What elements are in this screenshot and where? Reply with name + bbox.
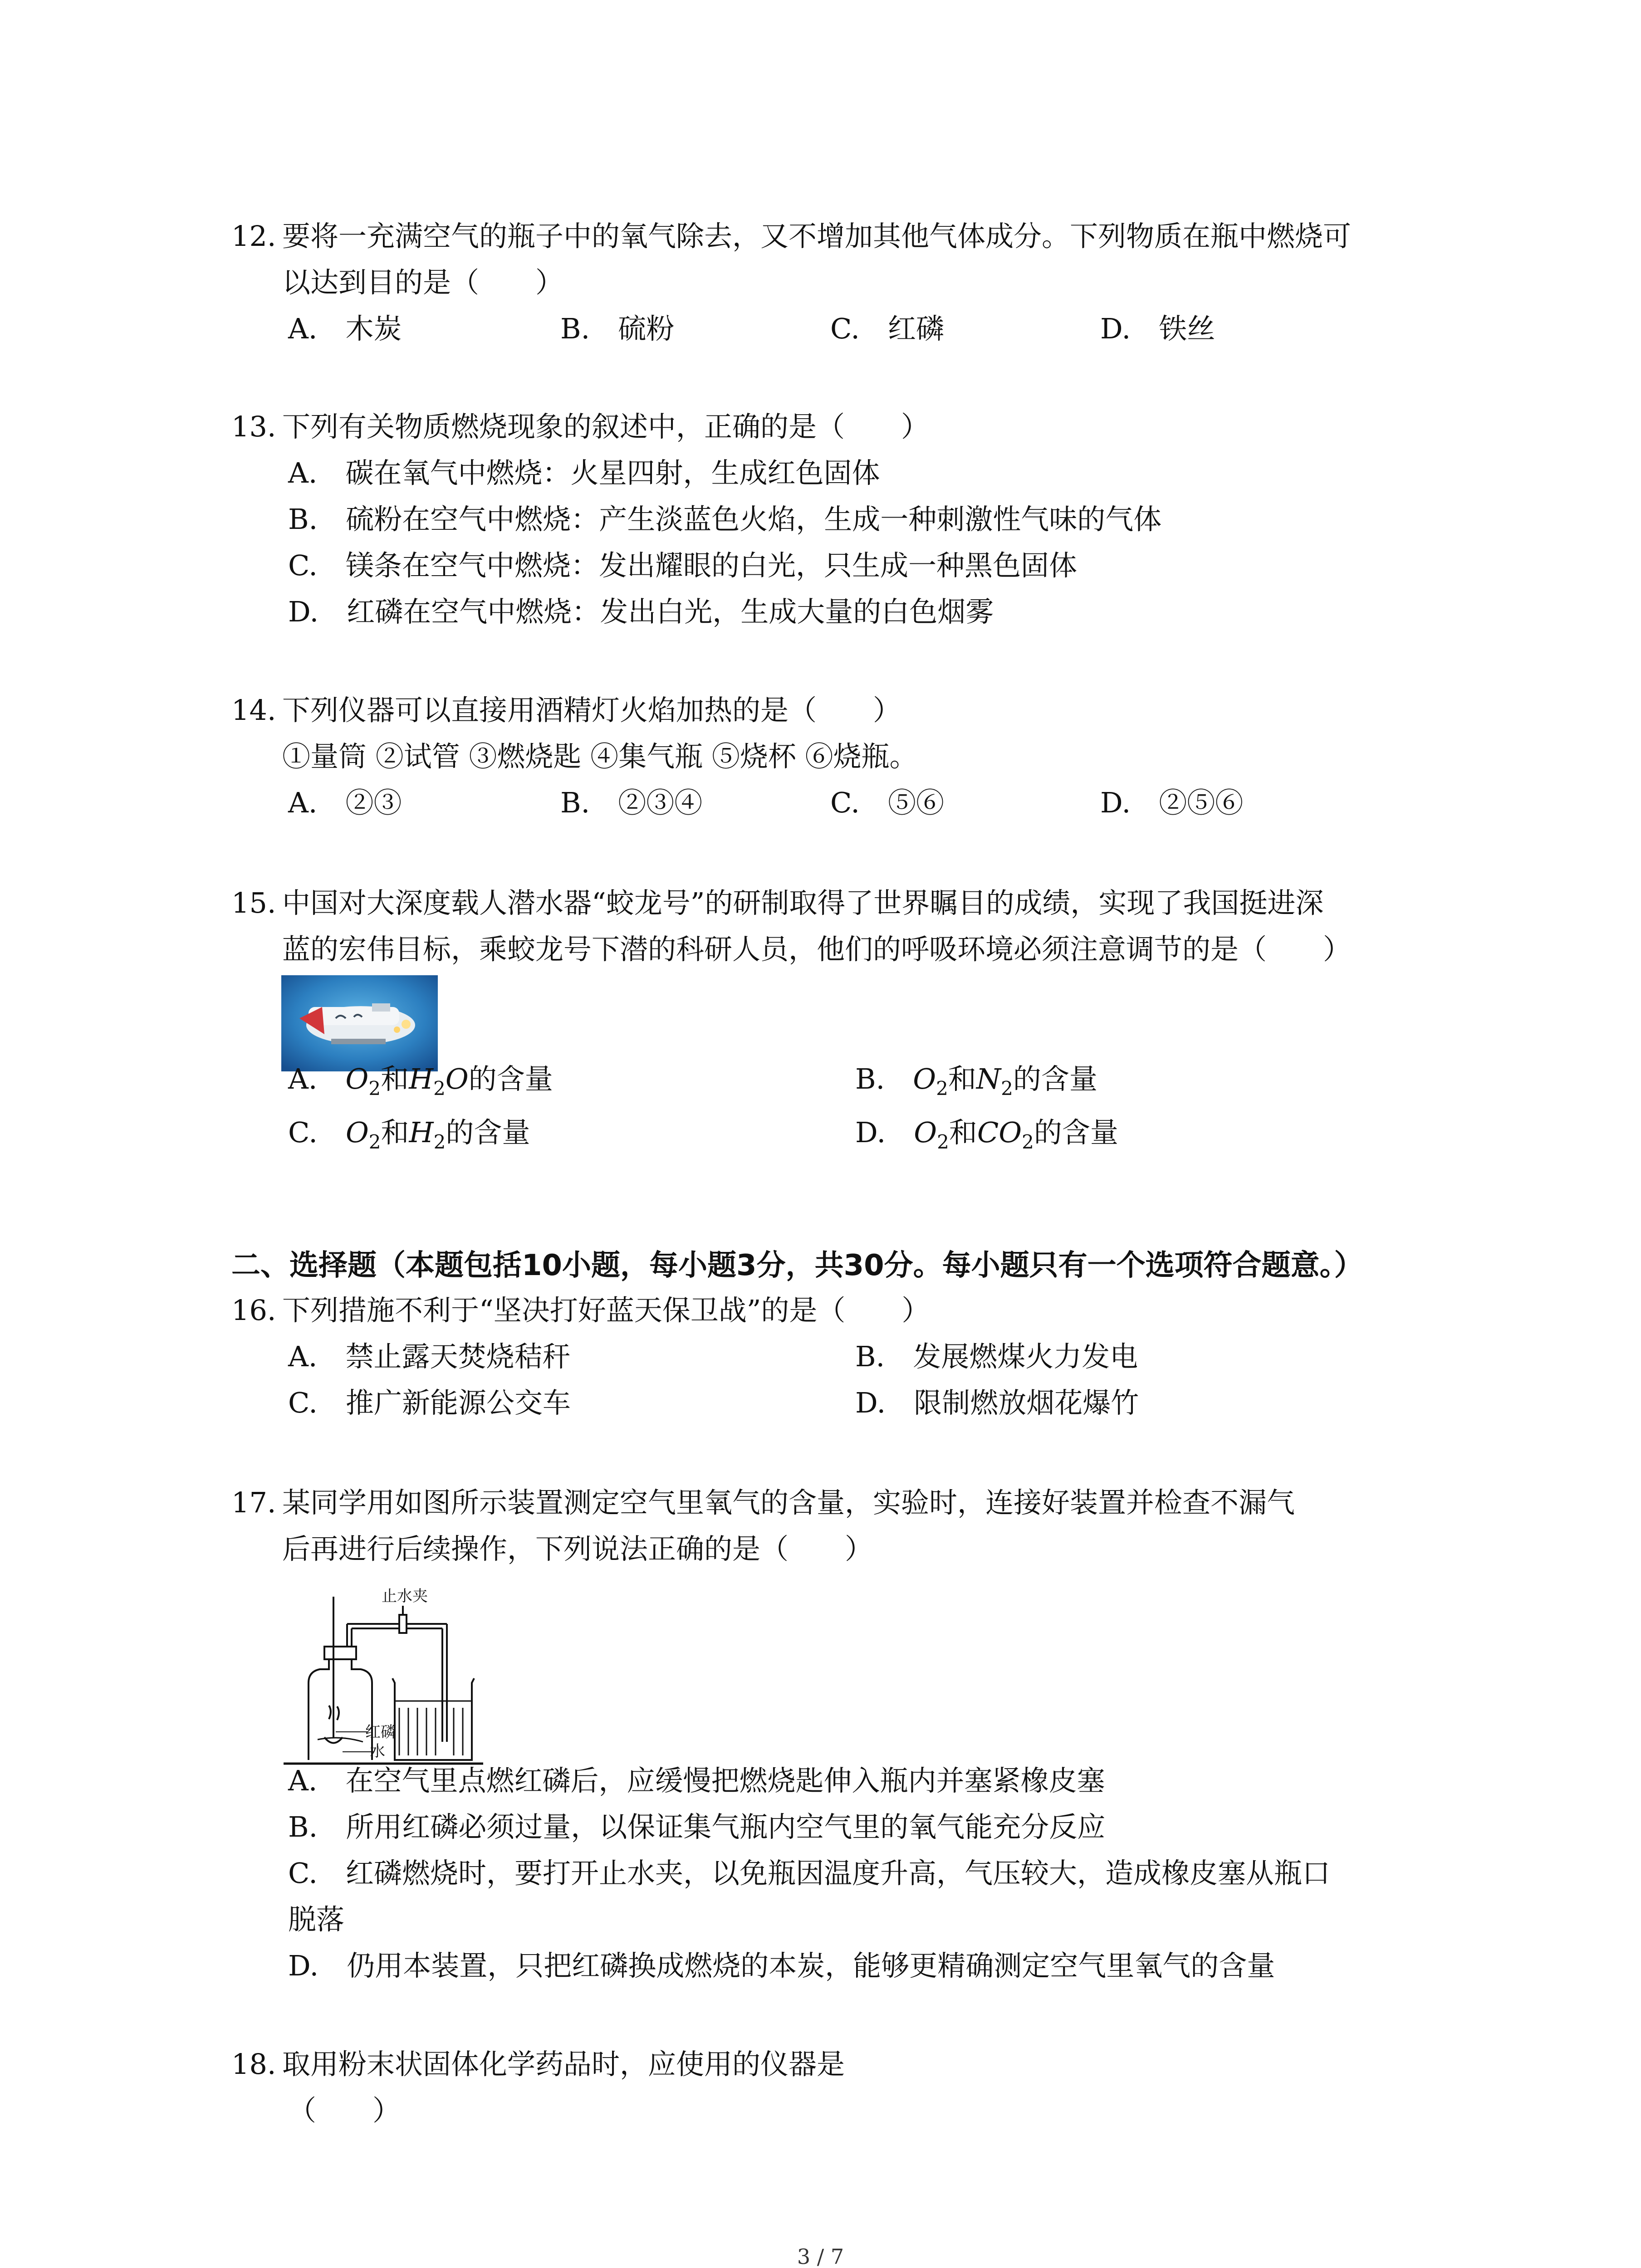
question-stem: 某同学用如图所示装置测定空气里氧气的含量，实验时，连接好装置并检查不漏气 bbox=[282, 1486, 1295, 1519]
question-number: 16. bbox=[231, 1294, 276, 1327]
question-number: 15. bbox=[231, 886, 276, 919]
question-17 bbox=[231, 1480, 1484, 1572]
option-a: A. ②③ bbox=[288, 786, 402, 819]
question-stem: 中国对大深度载人潜水器“蛟龙号”的研制取得了世界瞩目的成绩，实现了我国挺进深 bbox=[282, 886, 1324, 919]
question-stem: 要将一充满空气的瓶子中的氧气除去，又不增加其他气体成分。下列物质在瓶中燃烧可 bbox=[282, 220, 1352, 253]
question-12 bbox=[231, 213, 1484, 352]
question-14 bbox=[231, 687, 1484, 826]
clamp-label: 止水夹 bbox=[382, 1588, 428, 1605]
option-a: A. 在空气里点燃红磷后，应缓慢把燃烧匙伸入瓶内并塞紧橡皮塞 bbox=[288, 1764, 1105, 1797]
option-d: D. ②⑤⑥ bbox=[1100, 786, 1244, 819]
question-18 bbox=[231, 2041, 1484, 2134]
answer-blank: （ ） bbox=[288, 2094, 401, 2127]
question-15-options bbox=[231, 1056, 1484, 1156]
question-number: 17. bbox=[231, 1486, 276, 1519]
question-stem: 下列措施不利于“坚决打好蓝天保卫战”的是（ ） bbox=[282, 1294, 930, 1327]
option-d: D. 铁丝 bbox=[1100, 312, 1215, 345]
option-a: A. $O_2$和$H_2O$的含量 bbox=[288, 1062, 553, 1100]
question-stem: 下列有关物质燃烧现象的叙述中，正确的是（ ） bbox=[282, 410, 930, 443]
instrument-list: ①量筒 ②试管 ③燃烧匙 ④集气瓶 ⑤烧杯 ⑥烧瓶。 bbox=[282, 740, 918, 773]
option-b: B. ②③④ bbox=[560, 786, 703, 819]
section-heading: 二、选择题（本题包括10小题，每小题3分，共30分。每小题只有一个选项符合题意。） bbox=[231, 1249, 1363, 1282]
question-stem: 下列仪器可以直接用酒精灯火焰加热的是（ ） bbox=[282, 694, 901, 727]
question-stem-continued: 以达到目的是（ ） bbox=[282, 266, 564, 299]
option-c: C. 红磷燃烧时，要打开止水夹，以免瓶因温度升高，气压较大，造成橡皮塞从瓶口 bbox=[288, 1857, 1330, 1890]
question-stem-continued: 蓝的宏伟目标，乘蛟龙号下潜的科研人员，他们的呼吸环境必须注意调节的是（ ） bbox=[282, 933, 1352, 966]
question-number: 12. bbox=[231, 220, 276, 253]
option-b: B. 硫粉在空气中燃烧：产生淡蓝色火焰，生成一种刺激性气味的气体 bbox=[288, 503, 1162, 536]
option-d: D. 红磷在空气中燃烧：发出白光，生成大量的白色烟雾 bbox=[288, 595, 994, 628]
option-d: D. 限制燃放烟花爆竹 bbox=[855, 1386, 1139, 1419]
option-b: B. 硫粉 bbox=[560, 312, 675, 345]
option-c: C. 推广新能源公交车 bbox=[288, 1386, 571, 1419]
option-c: C. $O_2$和$H_2$的含量 bbox=[288, 1116, 530, 1153]
option-d: D. 仍用本装置，只把红磷换成燃烧的本炭，能够更精确测定空气里氧气的含量 bbox=[288, 1949, 1275, 1982]
options-row bbox=[231, 780, 1484, 826]
option-b: B. 所用红磷必须过量，以保证集气瓶内空气里的氧气能充分反应 bbox=[288, 1810, 1106, 1843]
question-stem: 取用粉末状固体化学药品时，应使用的仪器是 bbox=[282, 2048, 845, 2081]
option-c: C. ⑤⑥ bbox=[830, 786, 944, 819]
question-15 bbox=[231, 880, 1484, 973]
option-d: D. $O_2$和$CO_2$的含量 bbox=[855, 1116, 1118, 1153]
question-stem-continued: 后再进行后续操作，下列说法正确的是（ ） bbox=[282, 1532, 873, 1565]
option-a: A. 碳在氧气中燃烧：火星四射，生成红色固体 bbox=[288, 456, 880, 489]
page-number: 3 / 7 bbox=[797, 2244, 844, 2268]
option-c: C. 红磷 bbox=[830, 312, 944, 345]
apparatus-diagram bbox=[279, 1588, 488, 1769]
option-a: A. 禁止露天焚烧秸秆 bbox=[288, 1340, 571, 1373]
question-number: 14. bbox=[231, 694, 276, 727]
question-number: 13. bbox=[231, 410, 276, 443]
phosphorus-label: 红磷 bbox=[365, 1723, 396, 1741]
water-label: 水 bbox=[370, 1742, 385, 1760]
options-row bbox=[231, 306, 1484, 352]
option-a: A. 木炭 bbox=[288, 312, 402, 345]
option-b: B. 发展燃煤火力发电 bbox=[855, 1340, 1138, 1373]
question-17-options bbox=[231, 1758, 1484, 1989]
question-13 bbox=[231, 404, 1484, 635]
question-number: 18. bbox=[231, 2048, 276, 2081]
question-16 bbox=[231, 1287, 1484, 1426]
option-b: B. $O_2$和$N_2$的含量 bbox=[855, 1062, 1097, 1100]
option-c: C. 镁条在空气中燃烧：发出耀眼的白光，只生成一种黑色固体 bbox=[288, 549, 1077, 582]
option-c-continued: 脱落 bbox=[288, 1903, 345, 1936]
